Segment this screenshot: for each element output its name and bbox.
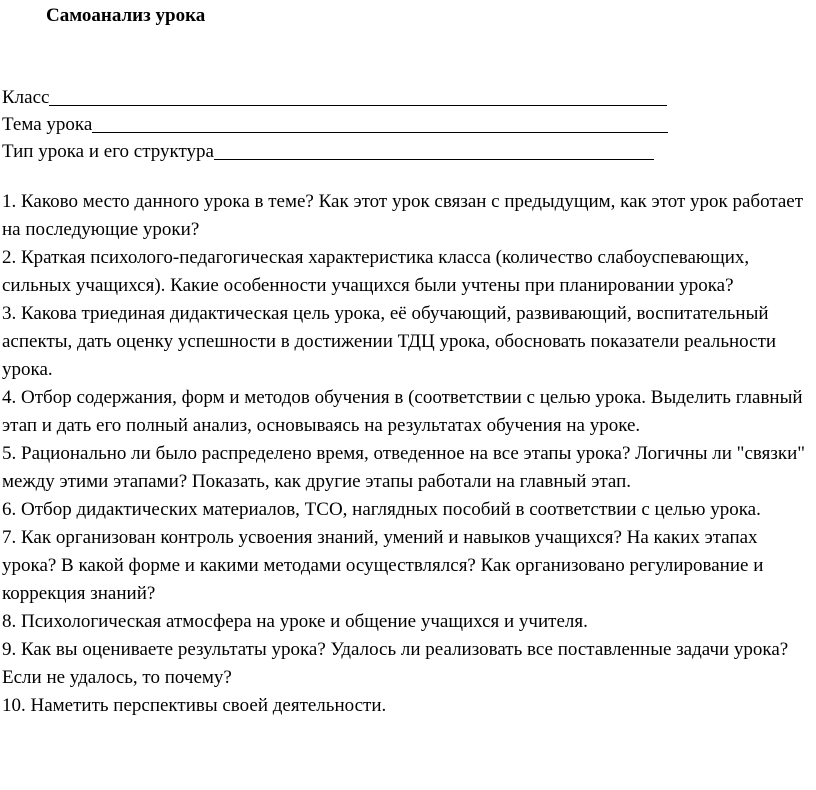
document-title: Самоанализ урока — [46, 5, 206, 26]
question-item: 8. Психологическая атмосфера на уроке и общение учащихся и учителя. — [2, 611, 588, 632]
question-item: 5. Рационально ли было распределено время, отведенное на все этапы урока? Логичны ли "связки" между этими этапами? Показать, как другие этапы работали на главный этап. — [2, 443, 805, 492]
field-class — [2, 82, 702, 109]
field-type — [2, 136, 702, 163]
question-item: 1. Каково место данного урока в теме? Как этот урок связан с предыдущим, как этот урок работает на последующие уроки? — [2, 191, 804, 240]
question-item: 4. Отбор содержания, форм и методов обучения в (соответствии с целью урока. Выделить главный этап и дать его полный анализ, основываясь на результатах обучения на уроке. — [2, 387, 803, 436]
field-type-label: Тип урока и его структура — [2, 141, 214, 162]
question-list — [2, 188, 812, 720]
field-topic — [2, 109, 702, 136]
header-fields — [2, 82, 702, 163]
question-item: 9. Как вы оцениваете результаты урока? Удалось ли реализовать все поставленные задачи урока? Если не удалось, то почему? — [2, 639, 789, 688]
question-item: 2. Краткая психолого-педагогическая характеристика класса (количество слабоуспевающих, сильных учащихся). Какие особенности учащихся были учтены при планировании урока? — [2, 247, 750, 296]
field-class-blank-line — [49, 87, 667, 106]
field-topic-blank-line — [92, 114, 668, 133]
field-type-blank-line — [214, 141, 654, 160]
field-topic-label: Тема урока — [2, 114, 93, 135]
field-class-label: Класс — [2, 87, 50, 108]
question-item: 10. Наметить перспективы своей деятельности. — [2, 695, 387, 716]
question-item: 3. Какова триединая дидактическая цель урока, её обучающий, развивающий, воспитательный аспекты, дать оценку успешности в достижении ТДЦ урока, обосновать показатели реальности урока. — [2, 303, 777, 380]
question-item: 7. Как организован контроль усвоения знаний, умений и навыков учащихся? На каких этапах урока? В какой форме и какими методами осуществлялся? Как организовано регулирование и коррекция знаний? — [2, 527, 764, 604]
question-item: 6. Отбор дидактических материалов, ТСО, наглядных пособий в соответствии с целью урока. — [2, 499, 761, 520]
